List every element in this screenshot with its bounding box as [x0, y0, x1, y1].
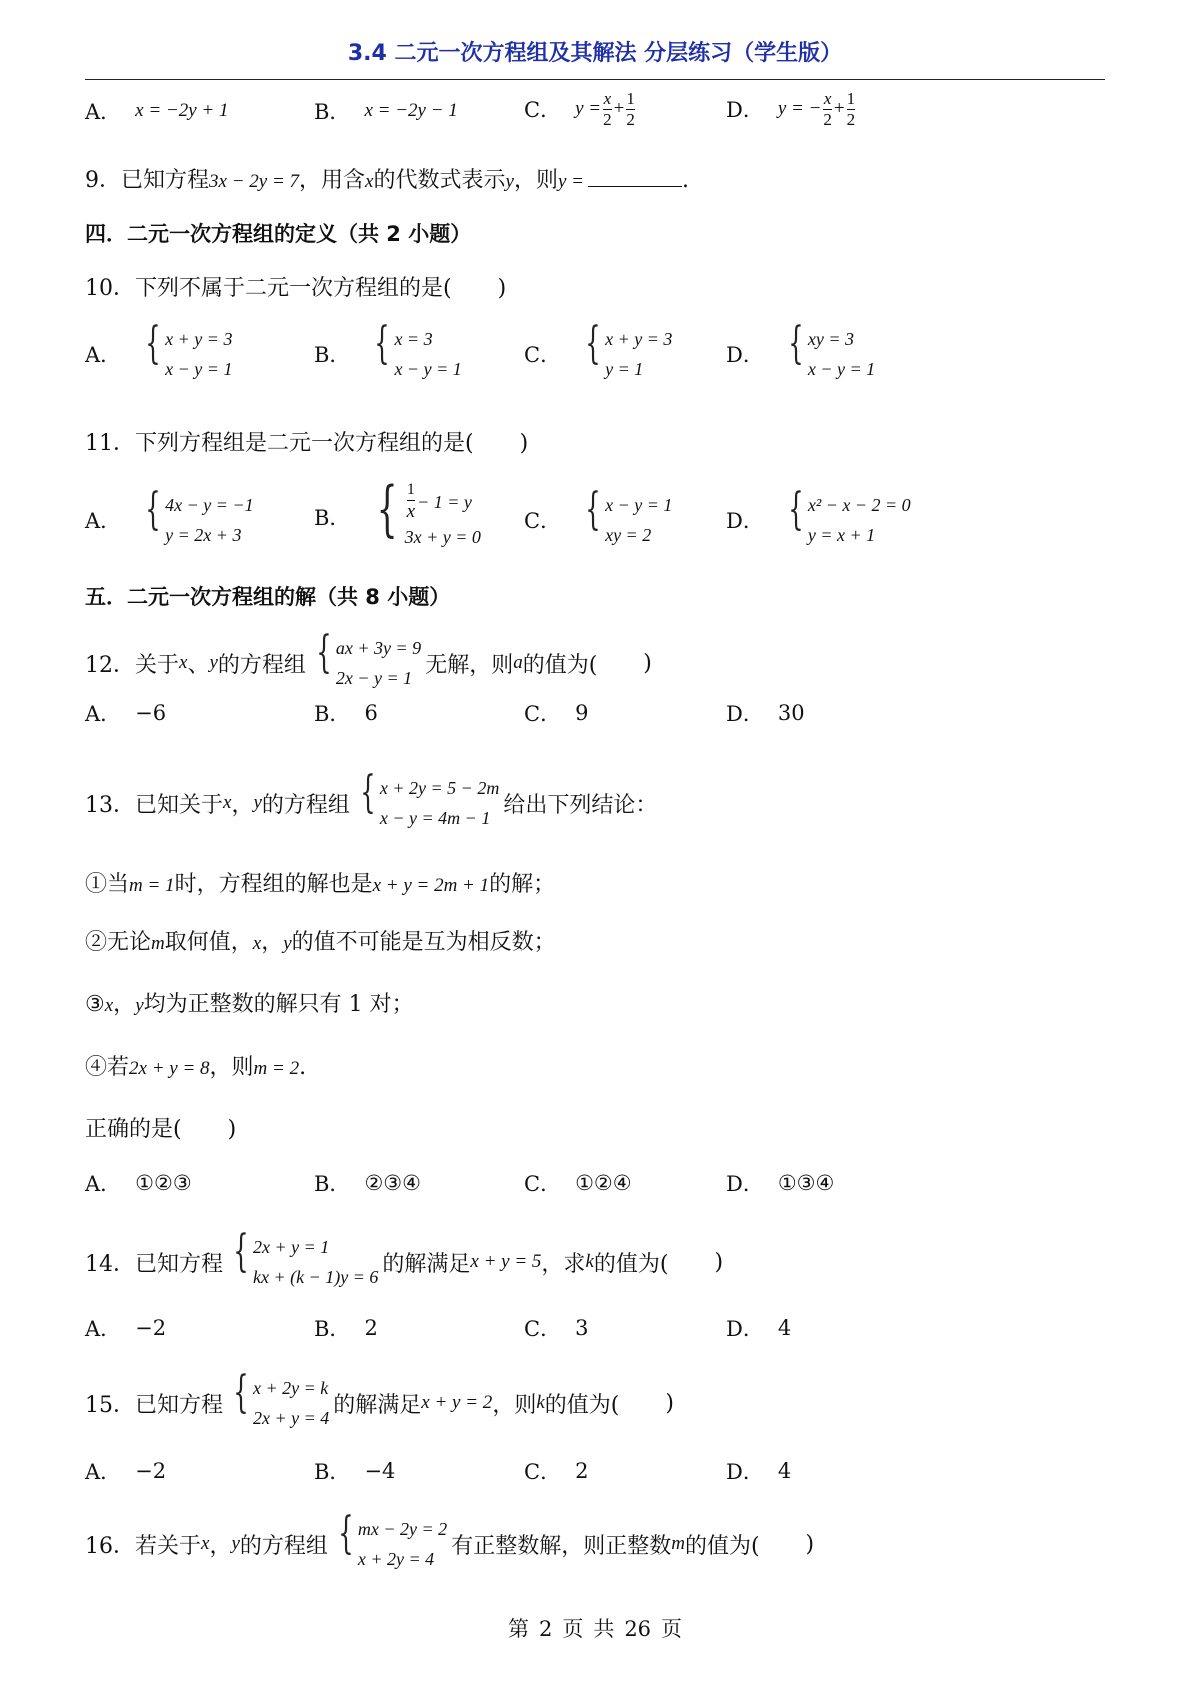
- question-text: 的值不可能是互为相反数；: [291, 930, 556, 955]
- variable: y: [283, 933, 292, 954]
- question-text: .: [681, 168, 689, 193]
- option-letter: B．: [314, 702, 351, 726]
- equation: 2x + y = 1: [253, 1237, 330, 1257]
- question-text: ，则: [209, 1055, 254, 1080]
- option-value: 4: [777, 1459, 792, 1483]
- question-text: ): [665, 1390, 674, 1416]
- option-value: 4: [777, 1316, 792, 1340]
- q11-option-d: D． { x² − x − 2 = 0 y = x + 1: [726, 490, 915, 550]
- q8-option-d: [726, 90, 857, 129]
- option-letter: A．: [85, 343, 122, 367]
- option-value: ①②③: [135, 1171, 192, 1195]
- option-letter: B．: [314, 100, 351, 124]
- option-lhs: y = −: [777, 98, 822, 120]
- q8-option-b: [314, 96, 458, 126]
- equation: x + y = 3: [605, 329, 673, 349]
- option-letter: B．: [314, 343, 351, 367]
- q11-option-b: B． { $\frac{1}{x}$ − 1 = y 3x + y = 0: [314, 482, 485, 552]
- question-text: 的方程组: [217, 652, 306, 678]
- frac-numerator: 1: [846, 89, 856, 108]
- question-11-stem: [85, 426, 1110, 457]
- equation: x + 2y = 4: [357, 1549, 435, 1569]
- option-letter: A．: [85, 100, 122, 124]
- answer-blank: [588, 185, 682, 187]
- question-text: 已知方程: [121, 168, 210, 193]
- option-value: −2: [135, 1459, 167, 1483]
- equation: x + y = 2m + 1: [372, 875, 490, 896]
- equation: x − y = 1: [165, 359, 233, 379]
- question-text: 均为正整数的解只有 1 对；: [143, 992, 414, 1017]
- option-letter: B．: [314, 1460, 351, 1484]
- q13-option-d: [726, 1168, 834, 1198]
- variable: m: [151, 933, 165, 954]
- question-text: 13．已知关于: [85, 792, 223, 818]
- option-operator: +: [833, 98, 845, 120]
- q10-option-c: C． { x + y = 3 y = 1: [524, 324, 676, 384]
- question-14: 14．已知方程 { 2x + y = 1 kx + (k − 1)y = 6 的解满足 x + y = 5 ，求 k 的值为( ): [85, 1232, 1110, 1292]
- option-letter: D．: [726, 509, 764, 533]
- option-letter: C．: [524, 1460, 562, 1484]
- question-text: ，: [209, 1533, 232, 1559]
- equation: x + y = 2: [421, 1392, 493, 1413]
- q12-option-a: [85, 698, 166, 728]
- option-letter: A．: [85, 1172, 122, 1196]
- question-text: ，则: [492, 1392, 537, 1418]
- q13-conclusion-2: [85, 925, 1110, 956]
- option-letter: B．: [314, 1172, 351, 1196]
- equation: xy = 3: [807, 329, 854, 349]
- option-expr: x = −2y + 1: [135, 100, 229, 121]
- equation: x − y = 1: [394, 359, 462, 379]
- frac-numerator: x: [603, 89, 612, 108]
- question-text: 12．关于: [85, 652, 179, 678]
- question-text: 15．已知方程: [85, 1392, 223, 1418]
- option-letter: A．: [85, 1460, 122, 1484]
- question-text: 无解，则: [425, 652, 514, 678]
- option-letter: C．: [524, 509, 562, 533]
- frac-denominator: 2: [626, 109, 635, 129]
- question-text: 的值为(: [544, 1392, 620, 1418]
- question-text: 有正整数解，则正整数: [451, 1533, 672, 1559]
- equation: 3x + y = 0: [404, 526, 481, 547]
- q11-option-a: A． { 4x − y = −1 y = 2x + 3: [85, 490, 258, 550]
- variable: y: [135, 995, 144, 1016]
- equation: y = x + 1: [807, 525, 876, 545]
- question-text: ): [714, 1249, 724, 1275]
- question-text: 时，方程组的解也是: [174, 872, 373, 897]
- option-value: ①②④: [575, 1171, 632, 1195]
- equation: x + 2y = k: [253, 1378, 329, 1398]
- option-value: 2: [364, 1316, 378, 1340]
- q11-option-c: C． { x − y = 1 xy = 2: [524, 490, 676, 550]
- option-letter: A．: [85, 509, 122, 533]
- q14-option-d: [726, 1313, 791, 1343]
- question-13: 13．已知关于 x ， y 的方程组 { x + 2y = 5 − 2m x − y = 4m − 1 给出下列结论：: [85, 773, 1110, 833]
- variable: k: [585, 1251, 594, 1272]
- q13-option-c: [524, 1168, 632, 1198]
- variable: x: [104, 995, 114, 1016]
- question-text: ③: [85, 992, 105, 1017]
- equation: x + 2y = 5 − 2m: [379, 778, 500, 798]
- question-text: ，用含: [299, 168, 366, 193]
- question-text: 的方程组: [239, 1533, 328, 1559]
- variable: k: [536, 1392, 545, 1413]
- question-text: 取何值，: [164, 930, 253, 955]
- option-operator: +: [613, 98, 625, 120]
- variable: m: [671, 1533, 685, 1554]
- equation: x + y = 5: [470, 1251, 542, 1272]
- option-expr: x = −2y − 1: [364, 100, 458, 121]
- question-text: 的解；: [489, 872, 556, 897]
- option-value: ②③④: [364, 1171, 421, 1195]
- equation: x − y = 1: [807, 359, 876, 379]
- equation: 2x + y = 8: [129, 1058, 210, 1079]
- option-lhs: y =: [575, 98, 602, 120]
- question-text: 11．下列方程组是二元一次方程组的是(: [85, 431, 474, 456]
- option-letter: D．: [726, 343, 764, 367]
- equation: m = 1: [129, 875, 175, 896]
- footer-text: 页: [562, 1617, 584, 1641]
- q12-option-b: [314, 698, 378, 728]
- equation: 4x − y = −1: [165, 495, 254, 515]
- question-text: 16．若关于: [85, 1533, 201, 1559]
- variable: x: [223, 792, 232, 813]
- variable: y: [209, 652, 218, 673]
- q15-option-d: [726, 1456, 791, 1486]
- equation: xy = 2: [605, 525, 652, 545]
- option-letter: A．: [85, 702, 122, 726]
- footer-text: 页: [661, 1617, 683, 1641]
- question-text: ): [497, 276, 507, 301]
- variable: y: [231, 1533, 240, 1554]
- equation: ax + 3y = 9: [335, 638, 422, 658]
- question-text: 的代数式表示: [373, 168, 506, 193]
- q13-option-b: [314, 1168, 421, 1198]
- question-text: 的方程组: [261, 792, 350, 818]
- equation: kx + (k − 1)y = 6: [253, 1267, 379, 1287]
- q13-conclusion-4: [85, 1050, 1110, 1081]
- option-letter: D．: [726, 98, 764, 123]
- variable: y: [505, 171, 514, 192]
- equation: x − y = 1: [605, 495, 673, 515]
- equation: x − y = 4m − 1: [379, 808, 491, 828]
- question-text: ，: [231, 792, 254, 818]
- option-letter: C．: [524, 1172, 562, 1196]
- option-value: −2: [135, 1316, 167, 1340]
- option-letter: B．: [314, 1317, 351, 1341]
- option-value: 9: [575, 701, 589, 725]
- equation: mx − 2y = 2: [357, 1519, 448, 1539]
- option-letter: B．: [314, 505, 351, 530]
- option-letter: D．: [726, 702, 764, 726]
- q14-option-c: [524, 1313, 588, 1343]
- q12-option-d: [726, 698, 805, 728]
- q10-option-a: A． { x + y = 3 x − y = 1: [85, 324, 236, 384]
- frac-numerator: 1: [406, 481, 415, 498]
- q13-ask: [85, 1112, 1110, 1143]
- frac-numerator: 1: [626, 89, 635, 108]
- option-value: 30: [777, 701, 805, 725]
- q8-option-c: [524, 90, 637, 129]
- question-number: 9．: [85, 168, 121, 193]
- q13-option-a: [85, 1168, 192, 1198]
- option-letter: D．: [726, 1460, 764, 1484]
- equation: 2x − y = 1: [335, 668, 413, 688]
- q13-conclusion-3: [85, 987, 1110, 1018]
- q14-option-a: [85, 1313, 166, 1343]
- page-header-title: 3.4 二元一次方程组及其解法 分层练习（学生版）: [347, 41, 843, 66]
- option-letter: D．: [726, 1317, 764, 1341]
- section-heading: 四．二元一次方程组的定义（共 2 小题）: [85, 222, 472, 246]
- equation: x = 3: [394, 329, 433, 349]
- question-16: 16．若关于 x ， y 的方程组 { mx − 2y = 2 x + 2y = 4 有正整数解，则正整数 m 的值为( ): [85, 1514, 1110, 1574]
- question-text: 14．已知方程: [85, 1251, 223, 1277]
- question-text: 的值为(: [684, 1533, 760, 1559]
- header-divider: [85, 79, 1105, 80]
- option-letter: A．: [85, 1317, 122, 1341]
- option-value: −4: [364, 1459, 396, 1483]
- footer-text: 第: [507, 1617, 529, 1641]
- option-letter: C．: [524, 702, 562, 726]
- question-text: 的解满足: [333, 1392, 422, 1418]
- q15-option-a: [85, 1456, 166, 1486]
- equation: y = 2x + 3: [165, 525, 242, 545]
- frac-denominator: 2: [823, 109, 832, 129]
- equation: y = 1: [605, 359, 644, 379]
- option-value: ①③④: [777, 1171, 835, 1195]
- page-number: 2: [538, 1617, 553, 1641]
- option-value: 6: [364, 701, 378, 725]
- question-text: ①当: [85, 872, 130, 897]
- question-10-stem: [85, 271, 1110, 302]
- question-text: ④若: [85, 1055, 130, 1080]
- question-text: ，则: [513, 168, 558, 193]
- question-text: 给出下列结论：: [503, 792, 658, 818]
- option-letter: C．: [524, 343, 562, 367]
- variable: x: [252, 933, 262, 954]
- section-heading: 五．二元一次方程组的解（共 8 小题）: [85, 585, 451, 609]
- frac-denominator: 2: [846, 109, 856, 129]
- page-footer: [0, 1613, 1190, 1643]
- option-letter: C．: [524, 1317, 562, 1341]
- variable: x: [365, 171, 374, 192]
- equation: x² − x − 2 = 0: [807, 495, 911, 515]
- option-letter: C．: [524, 98, 562, 123]
- equation: x + y = 3: [165, 329, 233, 349]
- question-text: 的解满足: [382, 1251, 471, 1277]
- question-12: 12．关于 x 、 y 的方程组 { ax + 3y = 9 2x − y = 1 无解，则 a 的值为( ): [85, 633, 1110, 693]
- option-letter: D．: [726, 1172, 764, 1196]
- q15-option-b: [314, 1456, 395, 1486]
- question-text: ，求: [541, 1251, 586, 1277]
- frac-numerator: x: [823, 89, 832, 108]
- frac-denominator: x: [406, 500, 416, 522]
- equation: 2x + y = 4: [253, 1408, 330, 1428]
- q13-conclusion-1: [85, 867, 1110, 898]
- question-text: 的值为(: [593, 1251, 669, 1277]
- equation: 3x − 2y = 7: [209, 171, 300, 192]
- question-text: ，: [261, 930, 284, 955]
- variable: x: [201, 1533, 210, 1554]
- q14-option-b: [314, 1313, 378, 1343]
- question-text: ): [805, 1531, 815, 1557]
- question-15: 15．已知方程 { x + 2y = k 2x + y = 4 的解满足 x + y = 2 ，则 k 的值为( ): [85, 1373, 1110, 1433]
- answer-lhs: y =: [557, 171, 584, 192]
- option-value: 2: [575, 1459, 589, 1483]
- question-text: ): [643, 650, 652, 676]
- question-text: 正确的是(: [85, 1117, 182, 1142]
- q15-option-c: [524, 1456, 588, 1486]
- q8-option-a: [85, 96, 229, 126]
- q10-option-b: B． { x = 3 x − y = 1: [314, 324, 466, 384]
- question-text: 10．下列不属于二元一次方程组的是(: [85, 276, 452, 301]
- q12-option-c: [524, 698, 588, 728]
- variable: x: [179, 652, 188, 673]
- footer-text: 共: [593, 1617, 615, 1641]
- question-text: 的值为(: [522, 652, 598, 678]
- question-9: [85, 163, 1110, 194]
- question-text: ，: [113, 992, 136, 1017]
- variable: y: [253, 792, 262, 813]
- equation: − 1 = y: [417, 491, 472, 512]
- frac-denominator: 2: [603, 109, 612, 129]
- question-text: 、: [187, 652, 210, 678]
- option-value: 3: [575, 1316, 589, 1340]
- question-text: ②无论: [85, 930, 152, 955]
- q10-option-d: D． { xy = 3 x − y = 1: [726, 324, 879, 384]
- question-text: .: [299, 1055, 307, 1080]
- page-total: 26: [624, 1617, 652, 1641]
- option-value: −6: [135, 701, 167, 725]
- question-text: ): [519, 431, 529, 456]
- question-text: ): [227, 1117, 237, 1142]
- variable: a: [513, 652, 523, 673]
- equation: m = 2: [253, 1058, 300, 1079]
